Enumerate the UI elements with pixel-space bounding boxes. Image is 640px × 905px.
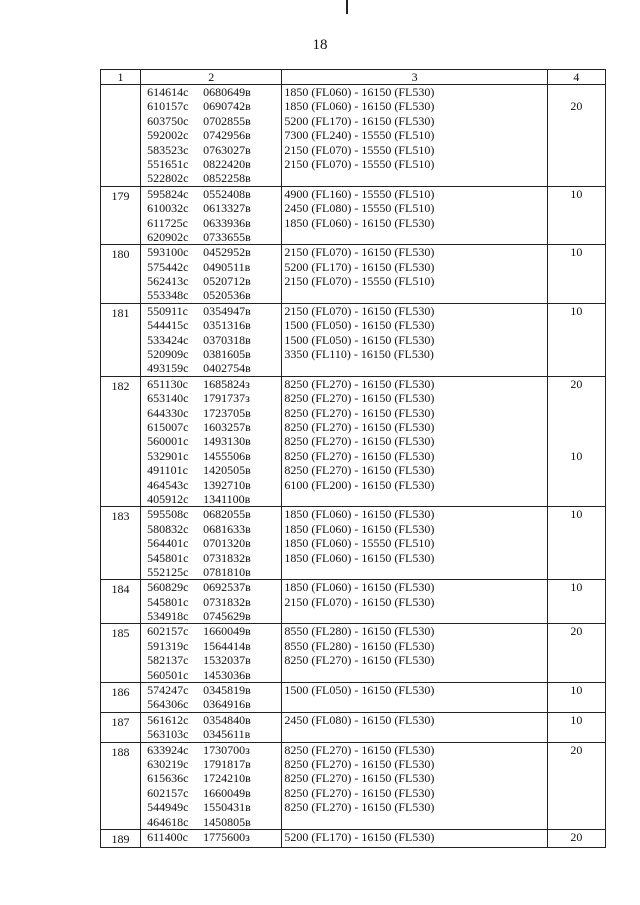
column-header-2: 2 <box>141 70 282 85</box>
category-value: 20 <box>570 742 583 757</box>
longitude-value: 0733655в <box>203 229 251 244</box>
flight-level-range: 1500 (FL050) - 16150 (FL530) <box>284 332 435 347</box>
category-value <box>548 391 605 405</box>
table-row <box>101 303 606 376</box>
flight-level-range: 8250 (FL270) - 16150 (FL530) <box>284 785 435 800</box>
latitude-value: 533424с <box>147 332 189 347</box>
coordinate-pair <box>141 786 281 800</box>
latitude-value: 593100с <box>147 245 189 260</box>
category-cell <box>547 507 605 580</box>
coordinate-pair <box>141 727 281 741</box>
flight-levels-cell <box>282 303 548 376</box>
latitude-value: 405912с <box>147 491 189 506</box>
category-value: 10 <box>570 245 583 260</box>
row-number-cell: 185 <box>101 624 141 683</box>
longitude-value: 0702855в <box>203 113 251 128</box>
coordinate-pair <box>141 318 281 332</box>
flight-level-range: 1850 (FL060) - 16150 (FL530) <box>284 99 435 114</box>
longitude-value: 1791737з <box>203 391 250 406</box>
longitude-value: 0552408в <box>203 186 251 201</box>
flight-levels-cell <box>282 829 548 847</box>
coordinate-pair <box>141 143 281 157</box>
row-number-cell: 183 <box>101 507 141 580</box>
coordinate-pair <box>141 274 281 288</box>
category-value <box>548 434 605 448</box>
longitude-value: 0490511в <box>203 259 251 274</box>
longitude-value: 0701320в <box>203 536 251 551</box>
longitude-value: 0520536в <box>203 288 251 303</box>
coordinate-pair <box>141 361 281 375</box>
latitude-value: 582137с <box>147 653 189 668</box>
longitude-value: 0364916в <box>203 697 251 712</box>
coordinate-pair <box>141 522 281 536</box>
longitude-value: 1685824з <box>203 376 250 391</box>
table-row <box>101 712 606 742</box>
coordinate-pair <box>141 171 281 185</box>
coordinate-pair <box>141 201 281 215</box>
longitude-value: 0680649в <box>203 85 251 99</box>
flight-level-range: 8250 (FL270) - 16150 (FL530) <box>284 800 435 815</box>
table-row <box>101 624 606 683</box>
coordinate-pair <box>141 536 281 550</box>
latitude-value: 464618с <box>147 814 189 829</box>
flight-level-range: 8550 (FL280) - 16150 (FL530) <box>284 638 435 653</box>
category-cell <box>547 85 605 187</box>
latitude-value: 611400с <box>147 829 188 844</box>
flight-level-range: 1850 (FL060) - 15550 (FL510) <box>284 536 435 551</box>
longitude-value: 0731832в <box>203 594 251 609</box>
latitude-value: 564401с <box>147 536 189 551</box>
latitude-value: 591319с <box>147 638 189 653</box>
coordinate-pair <box>141 697 281 711</box>
longitude-value: 1550431в <box>203 800 251 815</box>
latitude-value: 563103с <box>147 727 189 742</box>
category-cell <box>547 245 605 304</box>
flight-level-range: 2150 (FL070) - 16150 (FL530) <box>284 245 435 260</box>
category-value: 20 <box>570 829 583 844</box>
table-row <box>101 245 606 304</box>
latitude-value: 544949с <box>147 800 189 815</box>
flight-level-range: 8550 (FL280) - 16150 (FL530) <box>284 624 435 639</box>
flight-level-range: 2450 (FL080) - 16150 (FL530) <box>284 712 435 727</box>
coordinates-cell <box>141 712 282 742</box>
longitude-value: 0822420в <box>203 156 251 171</box>
coordinate-pair <box>141 507 281 521</box>
coordinate-pair <box>141 347 281 361</box>
longitude-value: 1723705в <box>203 405 251 420</box>
flight-levels-cell <box>282 507 548 580</box>
latitude-value: 532901с <box>147 448 189 463</box>
flight-level-range: 1850 (FL060) - 16150 (FL530) <box>284 85 435 99</box>
latitude-value: 574247с <box>147 683 189 698</box>
coordinate-pair <box>141 85 281 99</box>
latitude-value: 615007с <box>147 419 189 434</box>
latitude-value: 651130с <box>147 376 188 391</box>
longitude-value: 0682055в <box>203 507 251 522</box>
latitude-value: 560501с <box>147 667 189 682</box>
top-margin-mark <box>346 0 348 14</box>
latitude-value: 583523с <box>147 142 189 157</box>
coordinates-cell <box>141 580 282 624</box>
latitude-value: 464543с <box>147 477 189 492</box>
latitude-value: 545801с <box>147 594 189 609</box>
flight-level-range: 2150 (FL070) - 16150 (FL530) <box>284 594 435 609</box>
table-row <box>101 580 606 624</box>
latitude-value: 575442с <box>147 259 189 274</box>
coordinate-pair <box>141 492 281 506</box>
latitude-value: 595508с <box>147 507 189 522</box>
flight-levels-cell <box>282 186 548 245</box>
flight-level-range: 1500 (FL050) - 16150 (FL530) <box>284 683 435 698</box>
longitude-value: 0633936в <box>203 215 251 230</box>
longitude-value: 0731832в <box>203 550 251 565</box>
coordinate-pair <box>141 391 281 405</box>
category-cell <box>547 376 605 507</box>
coordinate-pair <box>141 668 281 682</box>
row-number-cell: 186 <box>101 683 141 713</box>
longitude-value: 1775600з <box>203 829 250 844</box>
flight-levels-cell <box>282 683 548 713</box>
flight-levels-cell <box>282 742 548 829</box>
longitude-value: 0354840в <box>203 712 251 727</box>
latitude-value: 620902с <box>147 229 189 244</box>
row-number-cell: 189 <box>101 829 141 847</box>
flight-level-range: 8250 (FL270) - 16150 (FL530) <box>284 742 435 757</box>
coordinate-pair <box>141 565 281 579</box>
latitude-value: 493159с <box>147 361 189 376</box>
flight-level-range: 1850 (FL060) - 16150 (FL530) <box>284 550 435 565</box>
flight-level-range: 1500 (FL050) - 16150 (FL530) <box>284 318 435 333</box>
coordinates-cell <box>141 376 282 507</box>
longitude-value: 1493130в <box>203 434 251 449</box>
longitude-value: 1341100в <box>203 491 251 506</box>
flight-level-range: 8250 (FL270) - 16150 (FL530) <box>284 405 435 420</box>
latitude-value: 610032с <box>147 201 189 216</box>
flight-level-range: 2150 (FL070) - 15550 (FL510) <box>284 156 435 171</box>
longitude-value: 1532037в <box>203 653 251 668</box>
latitude-value: 602157с <box>147 624 189 639</box>
coordinate-pair <box>141 187 281 201</box>
flight-level-range: 4900 (FL160) - 15550 (FL510) <box>284 186 435 201</box>
latitude-value: 592002с <box>147 128 189 143</box>
coordinates-cell <box>141 85 282 187</box>
longitude-value: 0763027в <box>203 142 251 157</box>
latitude-value: 615636с <box>147 771 189 786</box>
category-value: 10 <box>570 186 583 201</box>
coordinates-cell <box>141 303 282 376</box>
longitude-value: 1450805в <box>203 814 251 829</box>
flight-level-range: 8250 (FL270) - 16150 (FL530) <box>284 376 435 391</box>
flight-levels-cell <box>282 624 548 683</box>
table-row <box>101 507 606 580</box>
latitude-value: 611725с <box>147 215 188 230</box>
table-row <box>101 683 606 713</box>
row-number-cell: 187 <box>101 712 141 742</box>
flight-level-range: 8250 (FL270) - 16150 (FL530) <box>284 463 435 478</box>
coordinate-pair <box>141 99 281 113</box>
flight-level-range: 1850 (FL060) - 16150 (FL530) <box>284 507 435 522</box>
flight-level-range: 5200 (FL170) - 16150 (FL530) <box>284 113 435 128</box>
latitude-value: 610157с <box>147 99 189 114</box>
latitude-value: 550911с <box>147 303 188 318</box>
category-cell <box>547 829 605 847</box>
latitude-value: 551651с <box>147 156 189 171</box>
flight-level-range: 2150 (FL070) - 15550 (FL510) <box>284 274 435 289</box>
latitude-value: 603750с <box>147 113 189 128</box>
latitude-value: 562413с <box>147 274 189 289</box>
latitude-value: 561612с <box>147 712 189 727</box>
flight-level-range: 3350 (FL110) - 16150 (FL530) <box>284 347 434 362</box>
row-number-cell: 182 <box>101 376 141 507</box>
category-value <box>548 420 605 434</box>
table-body <box>101 85 606 848</box>
longitude-value: 1564414в <box>203 638 251 653</box>
flight-level-range: 2150 (FL070) - 15550 (FL510) <box>284 142 435 157</box>
row-number-cell: 179 <box>101 186 141 245</box>
coordinates-cell <box>141 624 282 683</box>
flight-level-range: 8250 (FL270) - 16150 (FL530) <box>284 771 435 786</box>
coordinates-cell <box>141 186 282 245</box>
table-row <box>101 742 606 829</box>
category-value: 10 <box>570 580 583 595</box>
flight-level-range: 8250 (FL270) - 16150 (FL530) <box>284 419 435 434</box>
coordinate-pair <box>141 463 281 477</box>
column-header-1: 1 <box>101 70 141 85</box>
category-value <box>548 85 605 99</box>
category-value: 10 <box>570 507 583 522</box>
coordinate-pair <box>141 449 281 463</box>
longitude-value: 0690742в <box>203 99 251 114</box>
longitude-value: 0742956в <box>203 128 251 143</box>
latitude-value: 553348с <box>147 288 189 303</box>
longitude-value: 0520712в <box>203 274 251 289</box>
longitude-value: 0370318в <box>203 332 251 347</box>
longitude-value: 1730700з <box>203 742 250 757</box>
coordinate-pair <box>141 580 281 594</box>
table-row <box>101 85 606 187</box>
longitude-value: 0681633в <box>203 521 251 536</box>
category-value: 20 <box>570 376 583 391</box>
category-cell <box>547 186 605 245</box>
coordinate-pair <box>141 114 281 128</box>
coordinate-pair <box>141 713 281 727</box>
latitude-value: 544415с <box>147 318 189 333</box>
longitude-value: 0351316в <box>203 318 251 333</box>
flight-levels-cell <box>282 85 548 187</box>
category-cell <box>547 712 605 742</box>
category-value: 20 <box>570 99 583 114</box>
coordinate-pair <box>141 377 281 391</box>
longitude-value: 1660049в <box>203 785 251 800</box>
category-value: 10 <box>570 448 583 463</box>
latitude-value: 534918с <box>147 609 189 624</box>
table-row <box>101 829 606 847</box>
coordinate-pair <box>141 551 281 565</box>
longitude-value: 0852258в <box>203 171 251 186</box>
flight-level-range: 1850 (FL060) - 16150 (FL530) <box>284 215 435 230</box>
coordinate-pair <box>141 757 281 771</box>
flight-levels-cell <box>282 376 548 507</box>
latitude-value: 560001с <box>147 434 189 449</box>
row-number-cell: 181 <box>101 303 141 376</box>
flight-level-range: 1850 (FL060) - 16150 (FL530) <box>284 580 435 595</box>
longitude-value: 0402754в <box>203 361 251 376</box>
flight-level-range: 2450 (FL080) - 15550 (FL510) <box>284 201 435 216</box>
longitude-value: 1791817в <box>203 756 251 771</box>
flight-levels-cell <box>282 580 548 624</box>
table-row <box>101 376 606 507</box>
flight-levels-cell <box>282 712 548 742</box>
coordinates-cell <box>141 245 282 304</box>
coordinates-cell <box>141 829 282 847</box>
latitude-value: 560829с <box>147 580 189 595</box>
category-value: 10 <box>570 683 583 698</box>
coordinate-pair <box>141 683 281 697</box>
latitude-value: 564306с <box>147 697 189 712</box>
category-value <box>548 406 605 420</box>
flight-level-range: 6100 (FL200) - 16150 (FL530) <box>284 477 435 492</box>
coordinate-pair <box>141 639 281 653</box>
longitude-value: 0354947в <box>203 303 251 318</box>
latitude-value: 491101с <box>147 463 188 478</box>
longitude-value: 0345611в <box>203 727 251 742</box>
flight-level-range: 5200 (FL170) - 16150 (FL530) <box>284 829 435 844</box>
table-header-row <box>101 70 606 85</box>
coordinates-cell <box>141 742 282 829</box>
latitude-value: 630219с <box>147 756 189 771</box>
category-cell <box>547 742 605 829</box>
latitude-value: 644330с <box>147 405 189 420</box>
longitude-value: 0781810в <box>203 564 251 579</box>
category-cell <box>547 580 605 624</box>
category-cell <box>547 683 605 713</box>
longitude-value: 0381605в <box>203 347 251 362</box>
coordinate-pair <box>141 653 281 667</box>
coordinate-pair <box>141 216 281 230</box>
coordinate-pair <box>141 771 281 785</box>
flight-levels-cell <box>282 245 548 304</box>
longitude-value: 0613327в <box>203 201 251 216</box>
latitude-value: 520909с <box>147 347 189 362</box>
flight-level-range: 8250 (FL270) - 16150 (FL530) <box>284 756 435 771</box>
latitude-value: 580832с <box>147 521 189 536</box>
coordinate-pair <box>141 434 281 448</box>
longitude-value: 1455506в <box>203 448 251 463</box>
category-cell <box>547 303 605 376</box>
row-number-cell: 184 <box>101 580 141 624</box>
flight-level-range: 8250 (FL270) - 16150 (FL530) <box>284 434 435 449</box>
row-number-cell: 180 <box>101 245 141 304</box>
coordinate-pair <box>141 800 281 814</box>
coordinate-pair <box>141 128 281 142</box>
flight-level-range: 8250 (FL270) - 16150 (FL530) <box>284 448 435 463</box>
longitude-value: 1420505в <box>203 463 251 478</box>
latitude-value: 653140с <box>147 391 189 406</box>
column-header-4: 4 <box>547 70 605 85</box>
coordinate-pair <box>141 609 281 623</box>
flight-level-range: 7300 (FL240) - 15550 (FL510) <box>284 128 435 143</box>
coordinate-pair <box>141 420 281 434</box>
coordinates-cell <box>141 507 282 580</box>
coordinate-pair <box>141 333 281 347</box>
longitude-value: 1453036в <box>203 667 251 682</box>
longitude-value: 1724210в <box>203 771 251 786</box>
coordinate-pair <box>141 157 281 171</box>
flight-level-range: 2150 (FL070) - 16150 (FL530) <box>284 303 435 318</box>
coordinate-pair <box>141 595 281 609</box>
flight-level-range: 1850 (FL060) - 16150 (FL530) <box>284 521 435 536</box>
longitude-value: 1392710в <box>203 477 251 492</box>
latitude-value: 602157с <box>147 785 189 800</box>
coordinate-pair <box>141 743 281 757</box>
category-value: 20 <box>570 624 583 639</box>
longitude-value: 1660049в <box>203 624 251 639</box>
longitude-value: 1603257в <box>203 419 251 434</box>
page-number: 18 <box>312 37 328 53</box>
coordinate-pair <box>141 304 281 318</box>
coordinate-pair <box>141 230 281 244</box>
latitude-value: 633924с <box>147 742 189 757</box>
row-number-cell <box>101 85 141 187</box>
coordinate-pair <box>141 478 281 492</box>
coordinate-pair <box>141 624 281 638</box>
longitude-value: 0345819в <box>203 683 251 698</box>
table-row <box>101 186 606 245</box>
longitude-value: 0745629в <box>203 609 251 624</box>
latitude-value: 614614с <box>147 85 189 99</box>
coordinate-pair <box>141 830 281 844</box>
airspace-table <box>100 69 606 848</box>
coordinate-pair <box>141 406 281 420</box>
latitude-value: 595824с <box>147 186 189 201</box>
category-value: 10 <box>570 303 583 318</box>
flight-level-range: 5200 (FL170) - 16150 (FL530) <box>284 259 435 274</box>
latitude-value: 545801с <box>147 550 189 565</box>
coordinate-pair <box>141 260 281 274</box>
coordinates-cell <box>141 683 282 713</box>
longitude-value: 0692537в <box>203 580 251 595</box>
latitude-value: 552125с <box>147 564 189 579</box>
column-header-3: 3 <box>282 70 548 85</box>
latitude-value: 522802с <box>147 171 189 186</box>
row-number-cell: 188 <box>101 742 141 829</box>
flight-level-range: 8250 (FL270) - 16150 (FL530) <box>284 653 435 668</box>
coordinate-pair <box>141 245 281 259</box>
coordinate-pair <box>141 288 281 302</box>
category-cell <box>547 624 605 683</box>
coordinate-pair <box>141 815 281 829</box>
category-value: 10 <box>570 712 583 727</box>
longitude-value: 0452952в <box>203 245 251 260</box>
flight-level-range: 8250 (FL270) - 16150 (FL530) <box>284 391 435 406</box>
